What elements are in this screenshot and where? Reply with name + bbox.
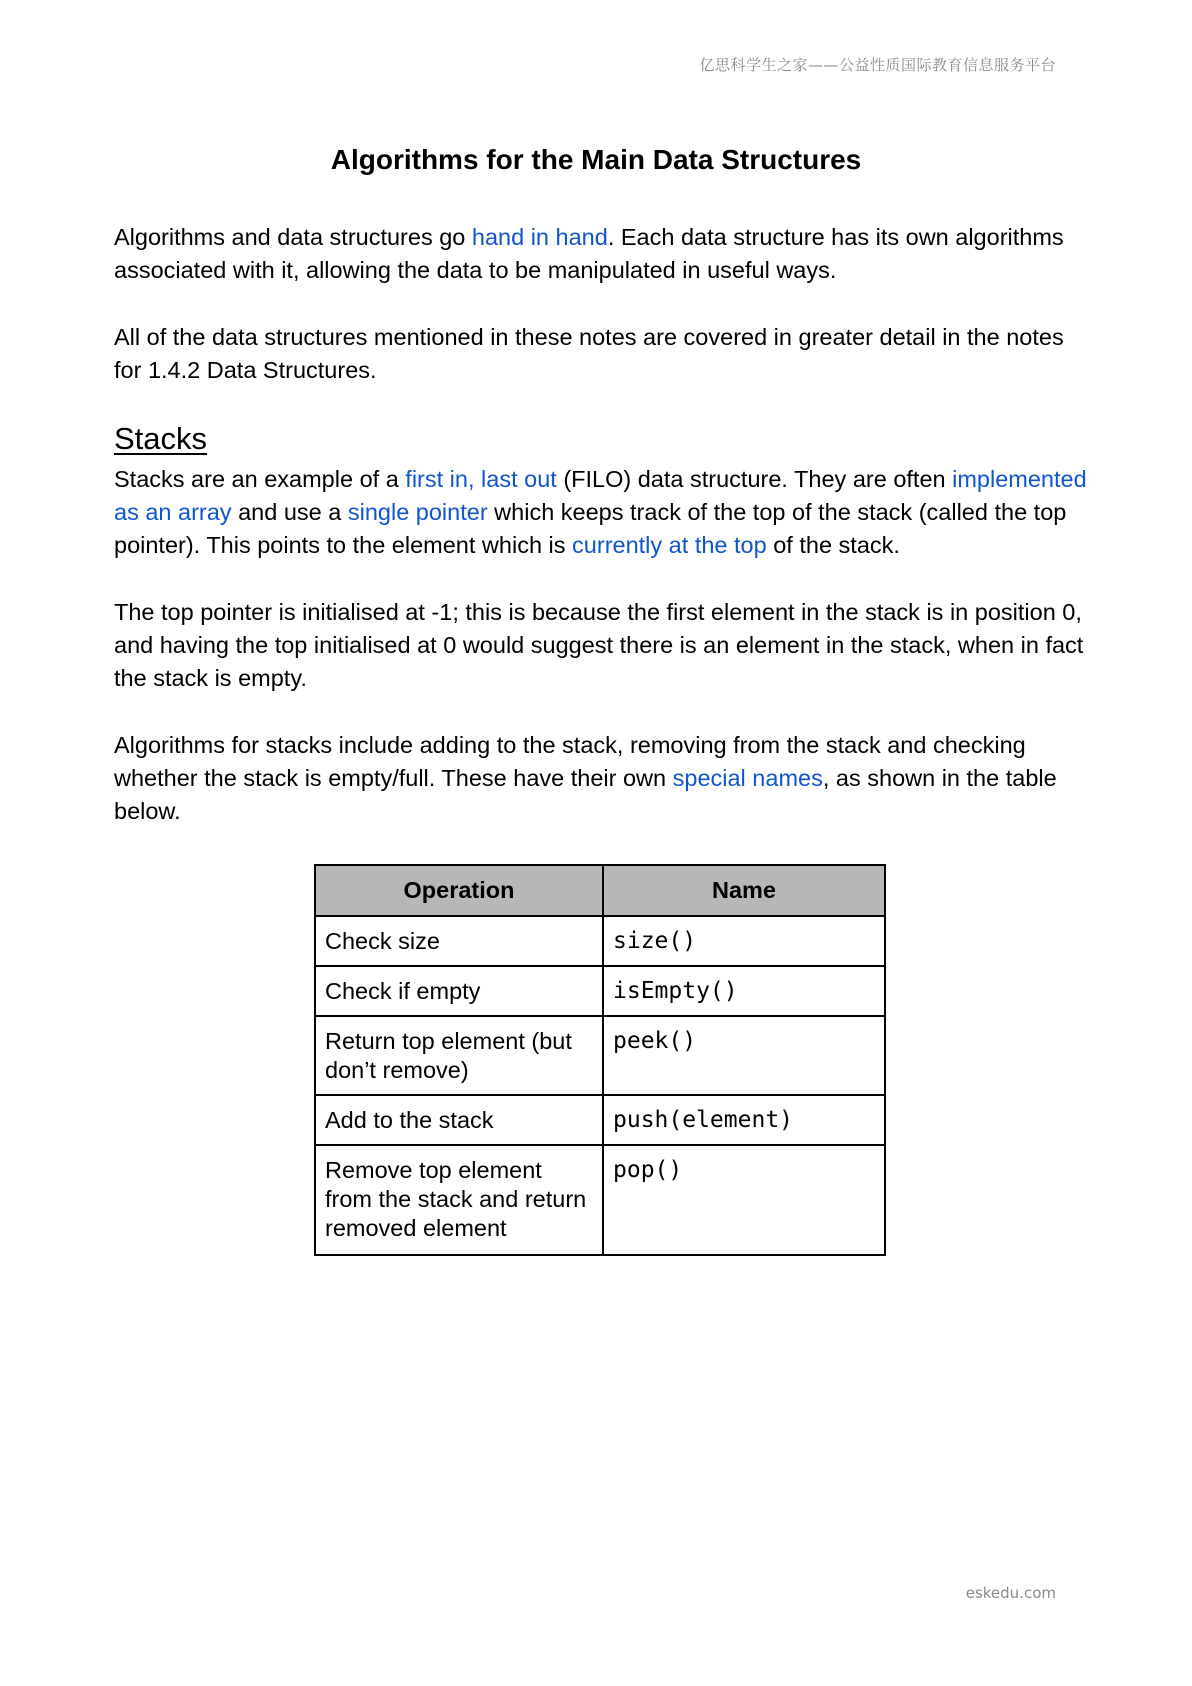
intro-paragraph-1: Algorithms and data structures go hand in hand. Each data structure has its own algorithms associated with it, allowing the data to be manipulated in useful ways.: [114, 224, 1064, 283]
highlight-single-pointer: single pointer: [347, 499, 488, 525]
table-row: [315, 1145, 885, 1255]
section-heading-stacks: Stacks: [114, 421, 208, 456]
stack-operations-table: [314, 864, 886, 1256]
stacks-paragraph-2: The top pointer is initialised at -1; this is because the first element in the stack is in position 0, and having the top initialised at 0 would suggest there is an element in the stack, when in fact the stack is empty.: [114, 599, 1084, 691]
method-name-cell: push(element): [603, 1095, 885, 1145]
table-row: [315, 916, 885, 966]
header-operation: Operation: [315, 865, 603, 916]
highlight-currently-top: currently at the top: [572, 532, 767, 558]
stacks-paragraph-3: Algorithms for stacks include adding to the stack, removing from the stack and checking whether the stack is empty/full. These have their own special names, as shown in the table below.: [114, 732, 1057, 824]
table-header-row: [315, 865, 885, 916]
intro-paragraph-2: All of the data structures mentioned in these notes are covered in greater detail in the notes for 1.4.2 Data Structures.: [114, 324, 1064, 383]
operation-cell: Check size: [315, 916, 603, 966]
page-title: Algorithms for the Main Data Structures: [330, 144, 862, 175]
operation-cell: Remove top element from the stack and return removed element: [315, 1145, 603, 1255]
highlight-filo: first in, last out: [405, 466, 557, 492]
highlight-array: implemented as an array: [114, 466, 1087, 525]
header-name: Name: [603, 865, 885, 916]
table-row: [315, 1016, 885, 1095]
highlight-special-names: special names: [672, 765, 823, 791]
method-name-cell: size(): [603, 916, 885, 966]
method-name-cell: peek(): [603, 1016, 885, 1095]
stacks-paragraph-1: Stacks are an example of a first in, last out (FILO) data structure. They are often implemented as an array and use a single pointer which keeps track of the top of the stack (called the top pointer). This points to the element which is currently at the top of the stack.: [114, 466, 1087, 558]
operation-cell: Check if empty: [315, 966, 603, 1016]
operation-cell: Add to the stack: [315, 1095, 603, 1145]
table-row: [315, 1095, 885, 1145]
highlight-hand-in-hand: hand in hand: [471, 224, 608, 250]
footer-watermark: eskedu.com: [965, 1584, 1056, 1602]
method-name-cell: isEmpty(): [603, 966, 885, 1016]
method-name-cell: pop(): [603, 1145, 885, 1255]
table-row: [315, 966, 885, 1016]
operation-cell: Return top element (but don’t remove): [315, 1016, 603, 1095]
header-watermark: 亿思科学生之家——公益性质国际教育信息服务平台: [699, 56, 1056, 74]
